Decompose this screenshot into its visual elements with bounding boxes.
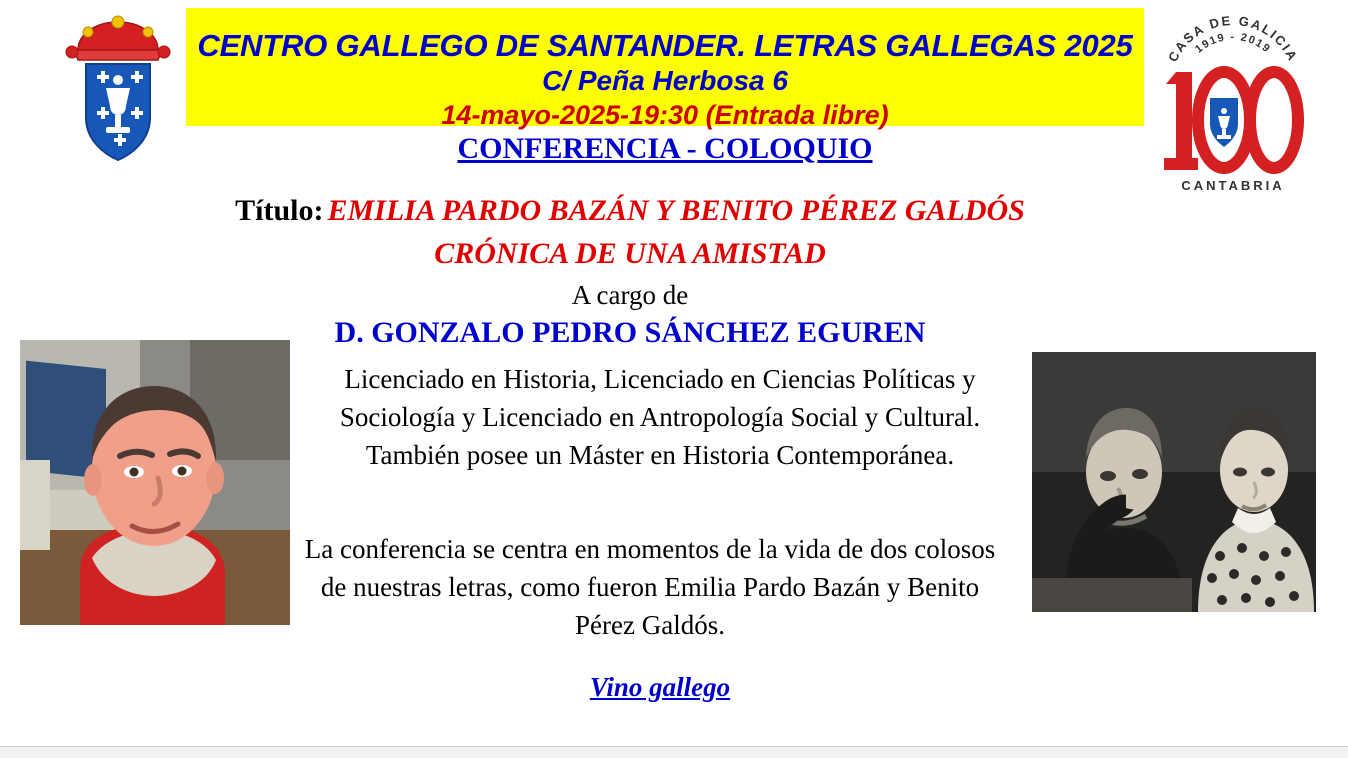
svg-text:CANTABRIA: CANTABRIA: [1181, 178, 1285, 193]
speaker-name: D. GONZALO PEDRO SÁNCHEZ EGUREN: [334, 316, 926, 349]
casa-de-galicia-centenary-logo: [1158, 10, 1308, 195]
banner-address-line: C/ Peña Herbosa 6: [542, 65, 788, 96]
speaker-portrait-photo: [20, 340, 290, 625]
footer-strip: [0, 747, 1348, 758]
title-line-2: CRÓNICA DE UNA AMISTAD: [434, 237, 826, 270]
event-banner: [186, 8, 1144, 130]
conference-type-heading: CONFERENCIA - COLOQUIO: [457, 132, 873, 165]
svg-text:1919 - 2019: 1919 - 2019: [1193, 30, 1273, 56]
banner-organization-line: CENTRO GALLEGO DE SANTANDER. LETRAS GALLEGAS 2025: [197, 28, 1133, 63]
title-label: Título:: [235, 194, 324, 227]
event-title-block: [120, 192, 1140, 273]
presented-by-label: A cargo de: [571, 280, 689, 310]
conference-description: La conferencia se centra en momentos de la vida de dos colosos de nuestras letras, como fueron Emilia Pardo Bazán y Benito Pérez Galdós.: [304, 534, 996, 640]
closing-note: Vino gallego: [589, 672, 731, 702]
svg-text:CASA DE GALICIA: CASA DE GALICIA: [1165, 12, 1301, 65]
galicia-coat-of-arms-icon: [48, 14, 188, 164]
banner-datetime-line: 14-mayo-2025-19:30 (Entrada libre): [441, 100, 889, 130]
title-line-1: EMILIA PARDO BAZÁN Y BENITO PÉREZ GALDÓS: [327, 194, 1025, 227]
galdos-and-pardo-bazan-photo: [1032, 352, 1316, 612]
speaker-bio: Licenciado en Historia, Licenciado en Ciencias Políticas y Sociología y Licenciado en Antropología Social y Cultural. También posee un Máster en Historia Contemporánea.: [339, 364, 981, 470]
